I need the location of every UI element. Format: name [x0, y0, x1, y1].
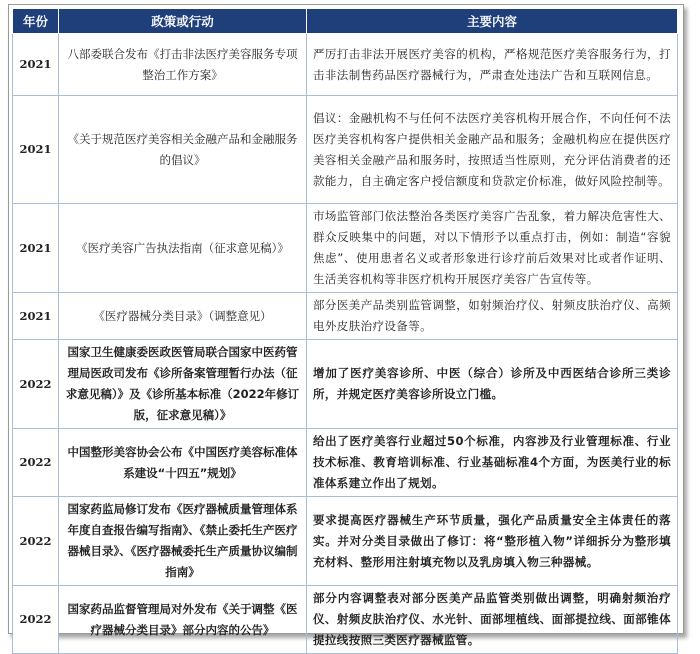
- table-row: [13, 429, 678, 497]
- content-cell: 给出了医疗美容行业超过50个标准，内容涉及行业管理标准、行业技术标准、教育培训标准、行业基础标准4个方面，为医美行业的标准体系建立作出了规划。: [307, 429, 678, 497]
- year-cell: 2021: [13, 204, 59, 293]
- content-cell: 要求提高医疗器械生产环节质量，强化产品质量安全主体责任的落实。并对分类目录做出了修订：将“整形植入物”详细拆分为整形填充材料、整形用注射填充物以及乳房填入物三种器械。: [307, 497, 678, 586]
- table-row: [13, 340, 678, 429]
- header-content: 主要内容: [307, 9, 678, 34]
- content-cell: 市场监管部门依法整治各类医疗美容广告乱象，着力解决危害性大、群众反映集中的问题，对以下情形予以重点打击，例如：制造“容貌焦虑”、使用患者名义或者形象进行诊疗前后效果对比或者作证明、生活美容机构等非医疗机构开展医疗美容广告宣传等。: [307, 204, 678, 293]
- policy-cell: 《医疗器械分类目录》（调整意见）: [59, 293, 307, 340]
- content-cell: 严厉打击非法开展医疗美容的机构，严格规范医疗美容服务行为，打击非法制售药品医疗器械行为，严肃查处违法广告和互联网信息。: [307, 34, 678, 96]
- year-cell: 2022: [13, 586, 59, 654]
- content-cell: 部分医美产品类别监管调整，如射频治疗仪、射频皮肤治疗仪、高频电外皮肤治疗设备等。: [307, 293, 678, 340]
- policy-cell: 中国整形美容协会公布《中国医疗美容标准体系建设“十四五”规划》: [59, 429, 307, 497]
- policy-table: [12, 8, 678, 654]
- policy-cell: 《关于规范医疗美容相关金融产品和金融服务的倡议》: [59, 96, 307, 204]
- table-row: [13, 34, 678, 96]
- year-cell: 2022: [13, 340, 59, 429]
- content-cell: 增加了医疗美容诊所、中医（综合）诊所及中西医结合诊所三类诊所，并规定医疗美容诊所设立门槛。: [307, 340, 678, 429]
- policy-cell: 《医疗美容广告执法指南（征求意见稿）》: [59, 204, 307, 293]
- table-row: [13, 96, 678, 204]
- policy-cell: 国家卫生健康委医政医管局联合国家中医药管理局医政司发布《诊所备案管理暂行办法（征求意见稿）》及《诊所基本标准（2022年修订版，征求意见稿）》: [59, 340, 307, 429]
- table-row: [13, 497, 678, 586]
- year-cell: 2021: [13, 96, 59, 204]
- policy-cell: 八部委联合发布《打击非法医疗美容服务专项整治工作方案》: [59, 34, 307, 96]
- header-policy: 政策或行动: [59, 9, 307, 34]
- content-cell: 倡议：金融机构不与任何不法医疗美容机构开展合作，不向任何不法医疗美容机构客户提供相关金融产品和服务；金融机构应在提供医疗美容相关金融产品和服务时，按照适当性原则，充分评估消费者的还款能力，自主确定客户授信额度和贷款定价标准，做好风险控制等。: [307, 96, 678, 204]
- policy-cell: 国家药品监督管理局对外发布《关于调整《医疗器械分类目录》部分内容的公告》: [59, 586, 307, 654]
- policy-cell: 国家药监局修订发布《医疗器械质量管理体系年度自查报告编写指南》、《禁止委托生产医疗器械目录》、《医疗器械委托生产质量协议编制指南》: [59, 497, 307, 586]
- year-cell: 2021: [13, 34, 59, 96]
- header-year: 年份: [13, 9, 59, 34]
- year-cell: 2022: [13, 429, 59, 497]
- content-cell: 部分内容调整表对部分医美产品监管类别做出调整，明确射频治疗仪、射频皮肤治疗仪、水光针、面部埋植线、面部提拉线、面部锥体提拉线按照三类医疗器械监管。: [307, 586, 678, 654]
- year-cell: 2021: [13, 293, 59, 340]
- table-row: [13, 204, 678, 293]
- table-row: [13, 293, 678, 340]
- table-row: [13, 586, 678, 654]
- table-header-row: [13, 9, 678, 34]
- year-cell: 2022: [13, 497, 59, 586]
